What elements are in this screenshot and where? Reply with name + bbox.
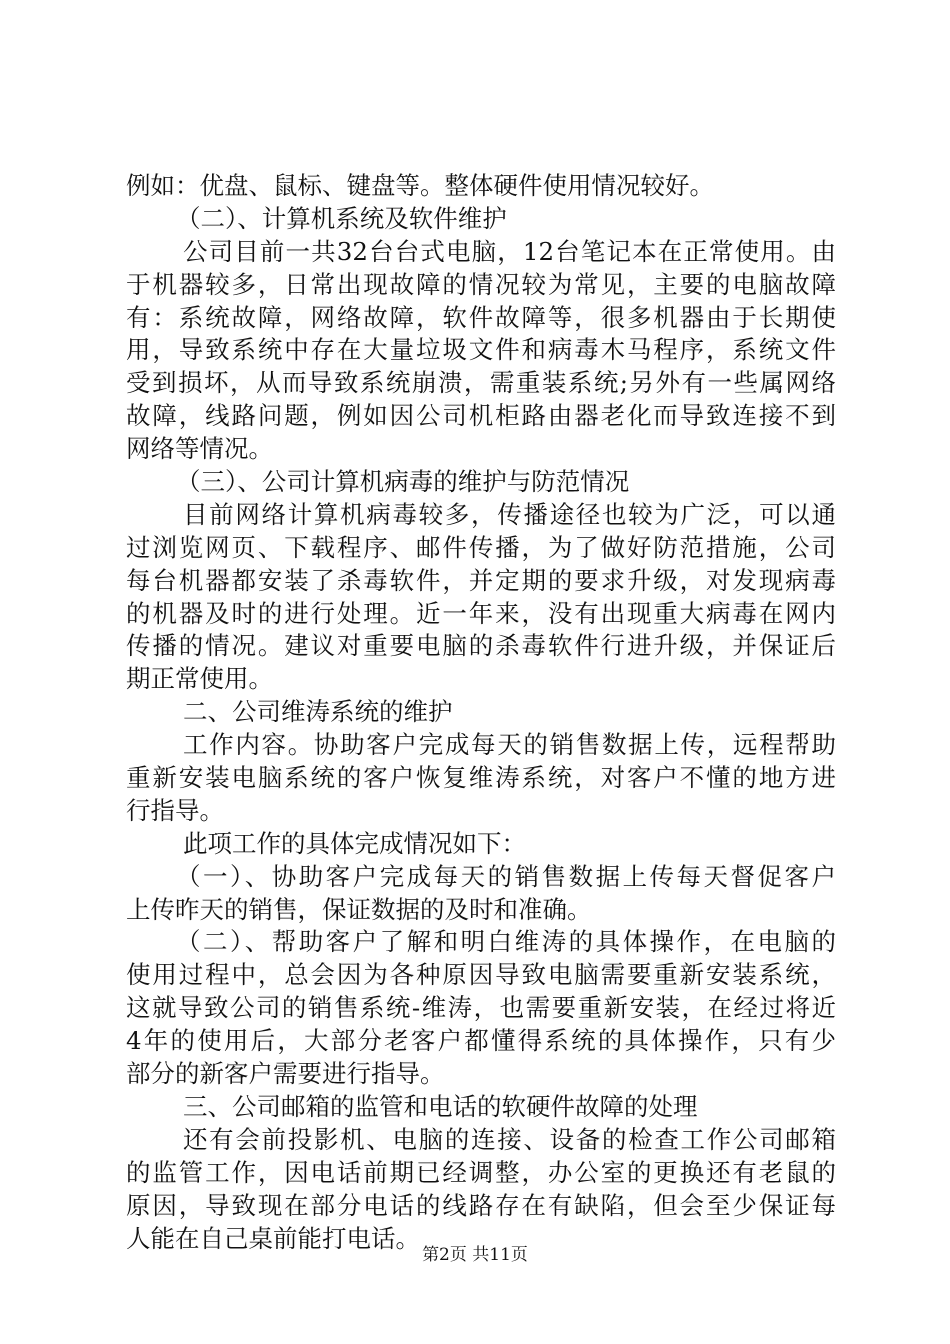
section-heading: 三、公司邮箱的监管和电话的软硬件故障的处理 (183, 1091, 698, 1121)
paragraph-line: 受到损坏，从而导致系统崩溃，需重装系统;另外有一些属网络 (126, 368, 836, 398)
paragraph-line: 这就导致公司的销售系统-维涛，也需要重新安装，在经过将近 (126, 993, 836, 1023)
section-heading: 二、公司维涛系统的维护 (183, 697, 453, 727)
paragraph-line: 传播的情况。建议对重要电脑的杀毒软件行进升级，并保证后 (126, 631, 836, 661)
paragraph-line: 有：系统故障，网络故障，软件故障等，很多机器由于长期使 (126, 302, 836, 332)
paragraph-line: （二）、帮助客户了解和明白维涛的具体操作，在电脑的 (176, 927, 836, 957)
paragraph-line: 使用过程中，总会因为各种原因导致电脑需要重新安装系统， (126, 960, 836, 990)
paragraph-line: 故障，线路问题，例如因公司机柜路由器老化而导致连接不到 (126, 401, 836, 431)
paragraph-line: 过浏览网页、下载程序、邮件传播，为了做好防范措施，公司 (126, 532, 836, 562)
paragraph-line: 原因，导致现在部分电话的线路存在有缺陷，但会至少保证每 (126, 1190, 836, 1220)
paragraph-line: 的机器及时的进行处理。近一年来，没有出现重大病毒在网内 (126, 598, 836, 628)
paragraph-line: 上传昨天的销售，保证数据的及时和准确。 (126, 894, 592, 924)
paragraph-line: 公司目前一共32台台式电脑，12台笔记本在正常使用。由 (183, 236, 836, 266)
paragraph-line: 工作内容。协助客户完成每天的销售数据上传，远程帮助 (183, 730, 836, 760)
section-heading: （二）、计算机系统及软件维护 (176, 203, 507, 233)
paragraph-line: 例如：优盘、鼠标、键盘等。整体硬件使用情况较好。 (126, 171, 714, 200)
paragraph-line: 于机器较多，日常出现故障的情况较为常见，主要的电脑故障 (126, 269, 836, 299)
document-body (126, 170, 836, 1255)
paragraph-line: 还有会前投影机、电脑的连接、设备的检查工作公司邮箱 (183, 1124, 836, 1154)
paragraph-line: 行指导。 (126, 795, 224, 825)
paragraph-line: （一）、协助客户完成每天的销售数据上传每天督促客户 (176, 861, 836, 891)
paragraph-line: 4年的使用后，大部分老客户都懂得系统的具体操作，只有少 (126, 1026, 836, 1056)
paragraph-line: 此项工作的具体完成情况如下： (183, 828, 526, 858)
paragraph-line: 网络等情况。 (126, 434, 273, 464)
paragraph-line: 部分的新客户需要进行指导。 (126, 1059, 445, 1089)
paragraph-line: 的监管工作，因电话前期已经调整，办公室的更换还有老鼠的 (126, 1157, 836, 1187)
paragraph-line: 期正常使用。 (126, 664, 273, 694)
paragraph-line: 用，导致系统中存在大量垃圾文件和病毒木马程序，系统文件 (126, 335, 836, 365)
section-heading: （三）、公司计算机病毒的维护与防范情况 (176, 467, 630, 497)
paragraph-line: 人能在自己桌前能打电话。 (126, 1223, 420, 1253)
paragraph-line: 重新安装电脑系统的客户恢复维涛系统，对客户不懂的地方进 (126, 763, 836, 793)
paragraph-line: 目前网络计算机病毒较多，传播途径也较为广泛，可以通 (183, 499, 836, 529)
paragraph-line: 每台机器都安装了杀毒软件，并定期的要求升级，对发现病毒 (126, 565, 836, 595)
page-number-footer: 第2页 共11页 (422, 1245, 528, 1265)
